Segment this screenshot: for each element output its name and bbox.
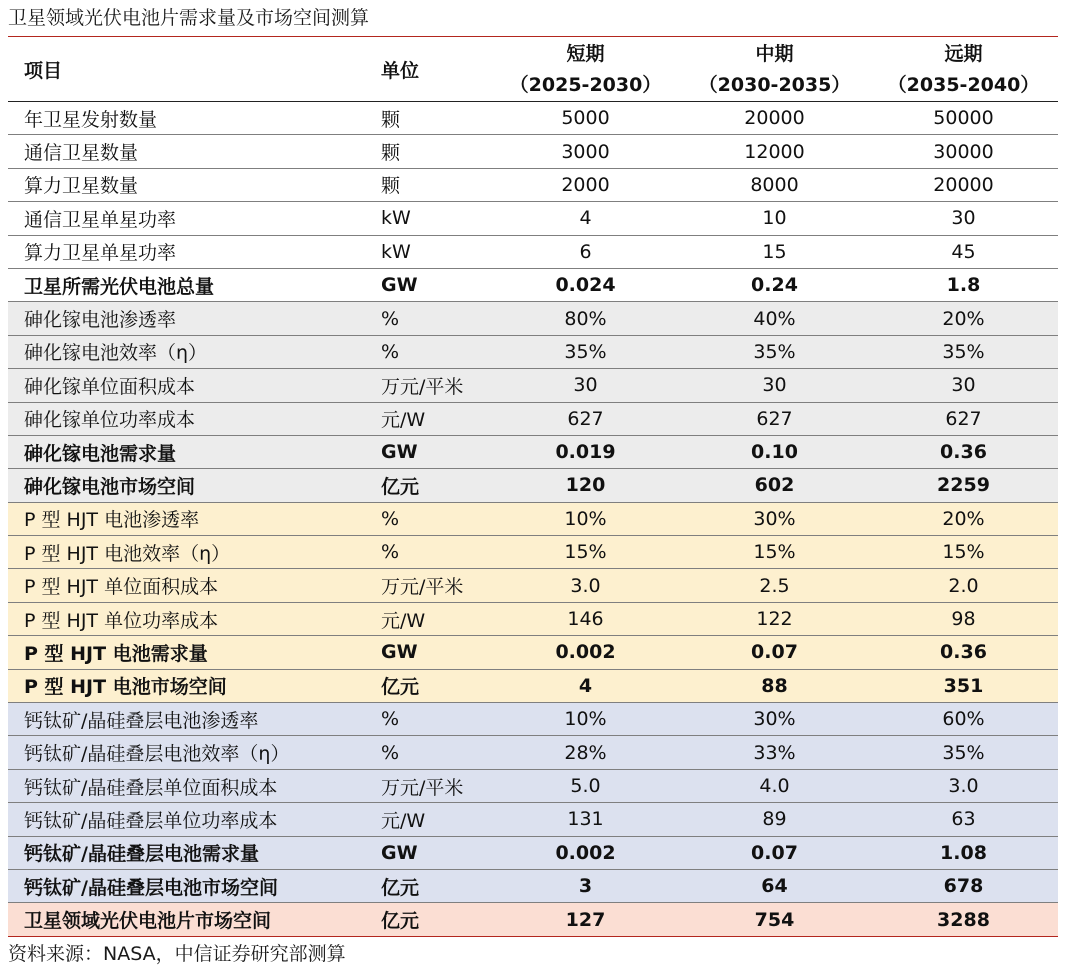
row-value-long: 15% <box>869 536 1058 569</box>
row-value-short: 4 <box>491 202 680 235</box>
row-unit: % <box>373 536 491 569</box>
row-value-mid: 20000 <box>680 102 869 135</box>
row-name: P 型 HJT 单位功率成本 <box>8 602 373 635</box>
row-name: 钙钛矿/晶硅叠层电池效率（η） <box>8 736 373 769</box>
header-unit: 单位 <box>373 38 491 102</box>
header-period-long <box>869 38 1058 102</box>
row-value-short: 28% <box>491 736 680 769</box>
data-table <box>8 38 1058 937</box>
header-item: 项目 <box>8 38 373 102</box>
row-value-mid: 89 <box>680 803 869 836</box>
row-value-long: 3.0 <box>869 769 1058 802</box>
row-value-long: 0.36 <box>869 636 1058 669</box>
row-value-long: 45 <box>869 235 1058 268</box>
row-value-mid: 0.10 <box>680 435 869 468</box>
top-rule <box>8 36 1058 37</box>
row-value-mid: 12000 <box>680 135 869 168</box>
row-value-long: 20000 <box>869 168 1058 201</box>
row-unit: 万元/平米 <box>373 369 491 402</box>
source-note: 资料来源：NASA，中信证券研究部测算 <box>8 943 346 965</box>
table-row <box>8 803 1058 836</box>
row-value-mid: 35% <box>680 335 869 368</box>
row-value-short: 120 <box>491 469 680 502</box>
row-unit: 颗 <box>373 102 491 135</box>
row-name: 砷化镓电池需求量 <box>8 435 373 468</box>
row-value-long: 30 <box>869 369 1058 402</box>
row-value-short: 146 <box>491 602 680 635</box>
table-row <box>8 769 1058 802</box>
row-unit: GW <box>373 836 491 869</box>
row-name: P 型 HJT 电池效率（η） <box>8 536 373 569</box>
row-value-long: 50000 <box>869 102 1058 135</box>
row-value-mid: 15% <box>680 536 869 569</box>
row-value-long: 30000 <box>869 135 1058 168</box>
row-unit: 亿元 <box>373 669 491 702</box>
row-value-short: 131 <box>491 803 680 836</box>
row-value-short: 5.0 <box>491 769 680 802</box>
table-row-total <box>8 268 1058 301</box>
row-value-short: 3 <box>491 869 680 902</box>
row-value-short: 3000 <box>491 135 680 168</box>
row-name: 算力卫星单星功率 <box>8 235 373 268</box>
row-name: 算力卫星数量 <box>8 168 373 201</box>
row-unit: 亿元 <box>373 903 491 936</box>
row-unit: GW <box>373 268 491 301</box>
row-value-long: 30 <box>869 202 1058 235</box>
row-value-short: 80% <box>491 302 680 335</box>
table-row <box>8 402 1058 435</box>
table-row <box>8 335 1058 368</box>
row-value-mid: 2.5 <box>680 569 869 602</box>
period-range: （2030-2035） <box>698 73 851 96</box>
row-value-mid: 754 <box>680 903 869 936</box>
period-range: （2035-2040） <box>887 73 1040 96</box>
table-row-total <box>8 669 1058 702</box>
row-value-short: 627 <box>491 402 680 435</box>
row-value-mid: 30 <box>680 369 869 402</box>
table-row-total <box>8 469 1058 502</box>
row-value-short: 5000 <box>491 102 680 135</box>
row-unit: % <box>373 302 491 335</box>
table-title: 卫星领域光伏电池片需求量及市场空间测算 <box>8 7 370 29</box>
row-unit: % <box>373 335 491 368</box>
row-name: P 型 HJT 电池渗透率 <box>8 502 373 535</box>
row-value-mid: 64 <box>680 869 869 902</box>
row-name: 卫星领域光伏电池片市场空间 <box>8 903 373 936</box>
table-row <box>8 502 1058 535</box>
period-label: 远期 <box>944 42 983 65</box>
row-unit: 颗 <box>373 168 491 201</box>
row-unit: 万元/平米 <box>373 769 491 802</box>
row-unit: 颗 <box>373 135 491 168</box>
row-value-mid: 40% <box>680 302 869 335</box>
row-value-short: 127 <box>491 903 680 936</box>
row-value-short: 0.019 <box>491 435 680 468</box>
row-value-long: 2259 <box>869 469 1058 502</box>
row-unit: 元/W <box>373 803 491 836</box>
row-name: 钙钛矿/晶硅叠层单位功率成本 <box>8 803 373 836</box>
row-name: P 型 HJT 电池市场空间 <box>8 669 373 702</box>
row-value-long: 35% <box>869 736 1058 769</box>
row-unit: % <box>373 502 491 535</box>
row-name: 砷化镓电池渗透率 <box>8 302 373 335</box>
row-name: 砷化镓电池效率（η） <box>8 335 373 368</box>
row-value-long: 1.8 <box>869 268 1058 301</box>
row-name: 砷化镓电池市场空间 <box>8 469 373 502</box>
period-label: 短期 <box>566 42 605 65</box>
row-name: P 型 HJT 单位面积成本 <box>8 569 373 602</box>
row-value-long: 0.36 <box>869 435 1058 468</box>
row-value-mid: 33% <box>680 736 869 769</box>
row-value-mid: 15 <box>680 235 869 268</box>
row-value-long: 3288 <box>869 903 1058 936</box>
row-unit: kW <box>373 202 491 235</box>
row-name: 钙钛矿/晶硅叠层电池市场空间 <box>8 869 373 902</box>
period-range: （2025-2030） <box>509 73 662 96</box>
row-value-short: 15% <box>491 536 680 569</box>
row-value-mid: 30% <box>680 502 869 535</box>
header-period-short <box>491 38 680 102</box>
table-row <box>8 736 1058 769</box>
table-row-total <box>8 636 1058 669</box>
table-row <box>8 302 1058 335</box>
row-value-long: 351 <box>869 669 1058 702</box>
row-value-short: 6 <box>491 235 680 268</box>
row-unit: GW <box>373 636 491 669</box>
table-row <box>8 703 1058 736</box>
row-value-mid: 0.07 <box>680 636 869 669</box>
row-name: 通信卫星单星功率 <box>8 202 373 235</box>
row-value-mid: 4.0 <box>680 769 869 802</box>
row-unit: kW <box>373 235 491 268</box>
row-unit: % <box>373 703 491 736</box>
row-value-mid: 10 <box>680 202 869 235</box>
table-row <box>8 569 1058 602</box>
row-value-long: 35% <box>869 335 1058 368</box>
table-row <box>8 235 1058 268</box>
period-label: 中期 <box>755 42 794 65</box>
row-value-short: 35% <box>491 335 680 368</box>
row-value-long: 63 <box>869 803 1058 836</box>
row-value-mid: 122 <box>680 602 869 635</box>
row-value-short: 2000 <box>491 168 680 201</box>
row-name: 钙钛矿/晶硅叠层单位面积成本 <box>8 769 373 802</box>
table-row <box>8 536 1058 569</box>
table-row-total <box>8 836 1058 869</box>
row-name: 砷化镓单位功率成本 <box>8 402 373 435</box>
row-value-long: 20% <box>869 502 1058 535</box>
row-unit: GW <box>373 435 491 468</box>
table-row <box>8 102 1058 135</box>
row-value-mid: 88 <box>680 669 869 702</box>
row-name: 钙钛矿/晶硅叠层电池渗透率 <box>8 703 373 736</box>
row-value-long: 2.0 <box>869 569 1058 602</box>
row-unit: 元/W <box>373 402 491 435</box>
row-value-short: 0.024 <box>491 268 680 301</box>
row-name: 卫星所需光伏电池总量 <box>8 268 373 301</box>
row-value-short: 30 <box>491 369 680 402</box>
row-value-mid: 8000 <box>680 168 869 201</box>
row-unit: 亿元 <box>373 869 491 902</box>
row-unit: 亿元 <box>373 469 491 502</box>
row-name: 年卫星发射数量 <box>8 102 373 135</box>
header-row <box>8 38 1058 102</box>
table-row <box>8 135 1058 168</box>
row-value-long: 678 <box>869 869 1058 902</box>
row-value-short: 3.0 <box>491 569 680 602</box>
row-value-short: 0.002 <box>491 636 680 669</box>
row-value-long: 627 <box>869 402 1058 435</box>
table-row-grand-total <box>8 903 1058 936</box>
row-value-long: 1.08 <box>869 836 1058 869</box>
row-value-mid: 602 <box>680 469 869 502</box>
table-row <box>8 202 1058 235</box>
row-value-long: 20% <box>869 302 1058 335</box>
row-value-mid: 0.24 <box>680 268 869 301</box>
row-name: 砷化镓单位面积成本 <box>8 369 373 402</box>
row-value-short: 10% <box>491 502 680 535</box>
table-body <box>8 102 1058 937</box>
row-value-short: 0.002 <box>491 836 680 869</box>
row-value-short: 10% <box>491 703 680 736</box>
row-value-long: 60% <box>869 703 1058 736</box>
row-unit: % <box>373 736 491 769</box>
table-row <box>8 369 1058 402</box>
row-value-mid: 30% <box>680 703 869 736</box>
row-name: 钙钛矿/晶硅叠层电池需求量 <box>8 836 373 869</box>
table-row-total <box>8 435 1058 468</box>
row-name: P 型 HJT 电池需求量 <box>8 636 373 669</box>
table-row <box>8 602 1058 635</box>
row-name: 通信卫星数量 <box>8 135 373 168</box>
row-value-mid: 627 <box>680 402 869 435</box>
table-row-total <box>8 869 1058 902</box>
row-value-mid: 0.07 <box>680 836 869 869</box>
row-value-long: 98 <box>869 602 1058 635</box>
row-unit: 万元/平米 <box>373 569 491 602</box>
row-unit: 元/W <box>373 602 491 635</box>
row-value-short: 4 <box>491 669 680 702</box>
table-row <box>8 168 1058 201</box>
header-period-mid <box>680 38 869 102</box>
